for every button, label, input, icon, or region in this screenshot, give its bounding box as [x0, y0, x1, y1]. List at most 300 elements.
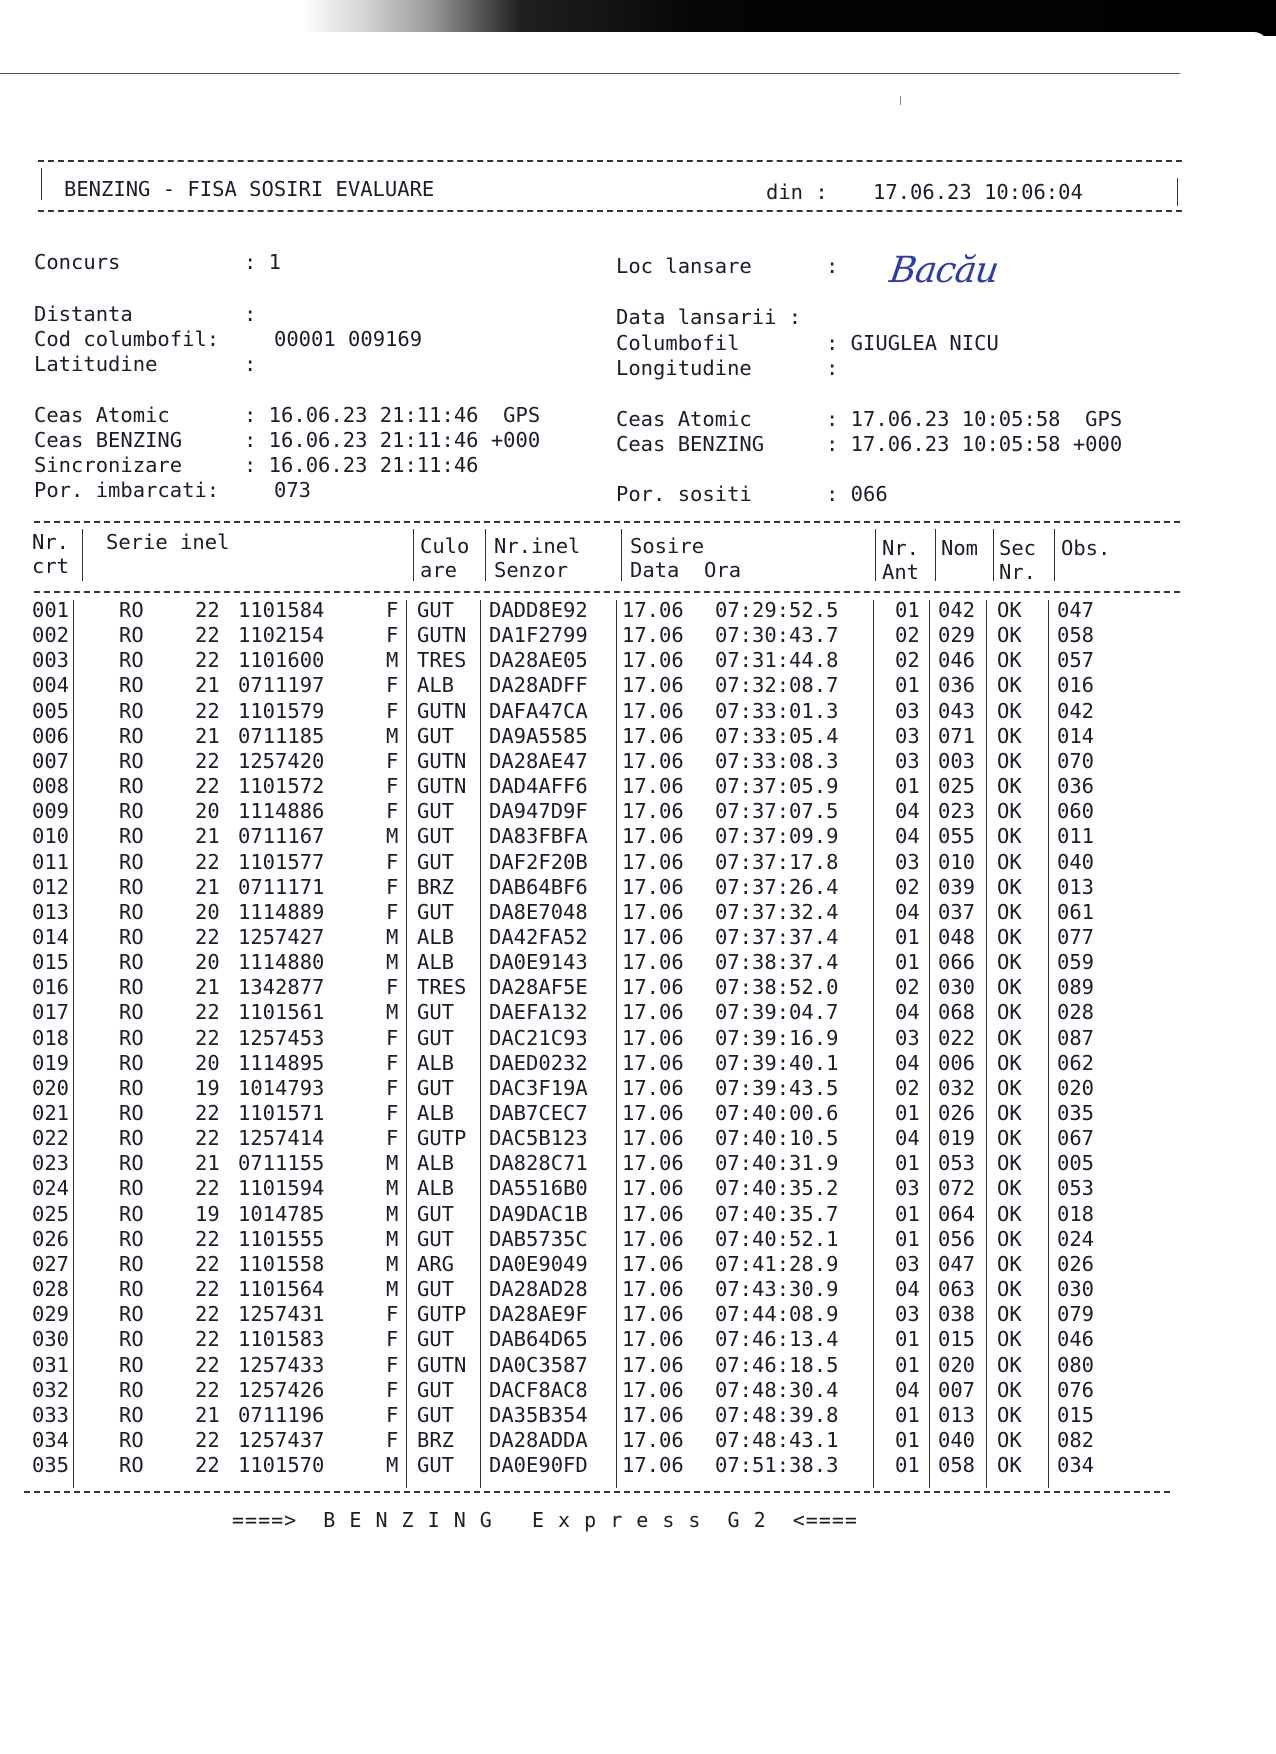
cell-sex: M — [386, 723, 399, 748]
cell-data: 17.06 — [622, 1352, 684, 1377]
cell-sex: M — [386, 1226, 399, 1251]
cell-sex: F — [386, 1427, 399, 1452]
cell-ring: 0711167 — [238, 824, 325, 849]
cell-nom: 019 — [938, 1126, 976, 1151]
cell-nr: 003 — [32, 648, 70, 673]
cell-nr: 020 — [32, 1075, 70, 1100]
cell-data: 17.06 — [622, 1302, 684, 1327]
cell-nom: 047 — [938, 1251, 976, 1276]
cell-nom: 037 — [938, 899, 976, 924]
cell-ant: 03 — [895, 849, 920, 874]
cell-sec: OK — [997, 598, 1022, 622]
cod-value: 00001 009169 — [274, 327, 423, 351]
cell-sex: M — [386, 824, 399, 849]
cell-senzor: DAD4AFF6 — [489, 774, 588, 799]
cell-obs: 046 — [1057, 1327, 1095, 1352]
cell-senzor: DA0E9143 — [489, 950, 588, 975]
cell-sec: OK — [997, 824, 1022, 849]
cell-sex: M — [386, 1176, 399, 1201]
cell-country: RO — [119, 1277, 144, 1302]
cell-ring: 1101561 — [238, 1000, 325, 1025]
cell-sec: OK — [997, 1050, 1022, 1075]
table-row — [0, 1176, 1276, 1201]
por-imbarcati-label: Por. imbarcati: — [34, 478, 220, 502]
cell-ring: 1257427 — [238, 924, 325, 949]
cell-nr: 010 — [32, 824, 70, 849]
cell-nr: 022 — [32, 1126, 70, 1151]
cell-ant: 03 — [895, 698, 920, 723]
cell-sex: F — [386, 1352, 399, 1377]
cell-nom: 038 — [938, 1302, 976, 1327]
cell-year: 22 — [195, 1176, 220, 1201]
cell-ora: 07:39:43.5 — [715, 1075, 839, 1100]
cell-obs: 020 — [1057, 1075, 1095, 1100]
cell-ora: 07:37:37.4 — [715, 924, 839, 949]
table-row — [0, 1151, 1276, 1176]
cell-nom: 072 — [938, 1176, 976, 1201]
cell-nr: 025 — [32, 1201, 70, 1226]
cell-ora: 07:43:30.9 — [715, 1277, 839, 1302]
col-senzor-header-1: Nr.inel — [494, 534, 581, 558]
cell-data: 17.06 — [622, 1050, 684, 1075]
cell-nr: 014 — [32, 924, 70, 949]
cell-ring: 1102154 — [238, 623, 325, 648]
cell-senzor: DAFA47CA — [489, 698, 588, 723]
cell-senzor: DA5516B0 — [489, 1176, 588, 1201]
table-row — [0, 1378, 1276, 1403]
cell-culoare: ALB — [417, 1151, 455, 1176]
cell-ora: 07:51:38.3 — [715, 1453, 839, 1478]
cell-year: 22 — [195, 623, 220, 648]
cell-sec: OK — [997, 1277, 1022, 1302]
cell-culoare: TRES — [417, 648, 467, 673]
col-sec-header-2: Nr. — [999, 560, 1037, 584]
col-serie-header: Serie inel — [106, 530, 230, 554]
cell-nr: 012 — [32, 874, 70, 899]
cell-ring: 1257437 — [238, 1427, 325, 1452]
cell-culoare: GUTP — [417, 1302, 467, 1327]
cell-obs: 077 — [1057, 924, 1095, 949]
cell-senzor: DA9DAC1B — [489, 1201, 588, 1226]
cell-nr: 016 — [32, 975, 70, 1000]
cod-label: Cod columbofil: — [34, 327, 220, 351]
table-row — [0, 774, 1276, 799]
cell-year: 22 — [195, 598, 220, 622]
table-row — [0, 1051, 1276, 1076]
cell-sec: OK — [997, 899, 1022, 924]
cell-sex: F — [386, 1327, 399, 1352]
cell-data: 17.06 — [622, 924, 684, 949]
cell-ring: 1101579 — [238, 698, 325, 723]
cell-country: RO — [119, 899, 144, 924]
cell-year: 20 — [195, 1050, 220, 1075]
por-imbarcati-value: 073 — [274, 478, 312, 502]
cell-obs: 030 — [1057, 1277, 1095, 1302]
cell-ant: 01 — [895, 1226, 920, 1251]
cell-year: 22 — [195, 1327, 220, 1352]
cell-ant: 01 — [895, 598, 920, 622]
cell-data: 17.06 — [622, 774, 684, 799]
cell-sex: F — [386, 874, 399, 899]
cell-obs: 067 — [1057, 1126, 1095, 1151]
cell-culoare: GUT — [417, 1201, 455, 1226]
cell-ant: 01 — [895, 1101, 920, 1125]
col-crt-header: crt — [32, 554, 70, 578]
por-sositi-label: Por. sositi — [616, 482, 752, 506]
cell-ring: 1101564 — [238, 1277, 325, 1302]
cell-sec: OK — [997, 1453, 1022, 1478]
cell-data: 17.06 — [622, 1226, 684, 1251]
cell-sec: OK — [997, 1226, 1022, 1251]
cell-sex: F — [386, 899, 399, 924]
table-row — [0, 850, 1276, 875]
cell-senzor: DAC21C93 — [489, 1025, 588, 1050]
cell-culoare: GUT — [417, 598, 455, 622]
cell-sec: OK — [997, 1075, 1022, 1100]
cell-ora: 07:39:16.9 — [715, 1025, 839, 1050]
cell-year: 22 — [195, 1377, 220, 1402]
cell-ant: 01 — [895, 924, 920, 949]
cell-nr: 031 — [32, 1352, 70, 1377]
cell-obs: 035 — [1057, 1101, 1095, 1125]
cell-culoare: GUT — [417, 1327, 455, 1352]
cell-culoare: GUTN — [417, 1352, 467, 1377]
table-row — [0, 875, 1276, 900]
cell-ant: 01 — [895, 1427, 920, 1452]
cell-nr: 026 — [32, 1226, 70, 1251]
cell-sex: F — [386, 698, 399, 723]
cell-nom: 071 — [938, 723, 976, 748]
cell-senzor: DACF8AC8 — [489, 1377, 588, 1402]
cell-year: 22 — [195, 1101, 220, 1125]
cell-ring: 1101600 — [238, 648, 325, 673]
cell-country: RO — [119, 1176, 144, 1201]
cell-ant: 03 — [895, 1176, 920, 1201]
cell-obs: 026 — [1057, 1251, 1095, 1276]
cell-country: RO — [119, 799, 144, 824]
cell-ant: 04 — [895, 1277, 920, 1302]
cell-nr: 035 — [32, 1453, 70, 1478]
cell-obs: 076 — [1057, 1377, 1095, 1402]
cell-senzor: DA28AF5E — [489, 975, 588, 1000]
cell-culoare: ALB — [417, 950, 455, 975]
cell-data: 17.06 — [622, 1201, 684, 1226]
table-row — [0, 1076, 1276, 1101]
cell-ring: 1114880 — [238, 950, 325, 975]
ceas-atomic-end-label: Ceas Atomic — [616, 407, 752, 431]
cell-ora: 07:44:08.9 — [715, 1302, 839, 1327]
cell-year: 19 — [195, 1075, 220, 1100]
table-row — [0, 1453, 1276, 1478]
cell-obs: 042 — [1057, 698, 1095, 723]
cell-ora: 07:37:26.4 — [715, 874, 839, 899]
cell-nom: 046 — [938, 648, 976, 673]
cell-sec: OK — [997, 1352, 1022, 1377]
cell-nom: 025 — [938, 774, 976, 799]
cell-culoare: ALB — [417, 1101, 455, 1125]
cell-nom: 053 — [938, 1151, 976, 1176]
cell-ring: 1101577 — [238, 849, 325, 874]
cell-ant: 02 — [895, 874, 920, 899]
distanta-value: : — [244, 302, 257, 326]
por-sositi-value: : 066 — [826, 482, 888, 506]
sincronizare-label: Sincronizare — [34, 453, 183, 477]
concurs-value: : 1 — [244, 250, 282, 274]
col-senzor-header-2: Senzor — [494, 558, 569, 582]
cell-ora: 07:37:07.5 — [715, 799, 839, 824]
cell-nr: 019 — [32, 1050, 70, 1075]
sincronizare-value: : 16.06.23 21:11:46 — [244, 453, 479, 477]
cell-year: 22 — [195, 1251, 220, 1276]
distanta-label: Distanta — [34, 302, 133, 326]
col-sep — [485, 529, 486, 581]
cell-ora: 07:40:35.2 — [715, 1176, 839, 1201]
table-row — [0, 925, 1276, 950]
cell-sex: F — [386, 1126, 399, 1151]
cell-ora: 07:39:04.7 — [715, 1000, 839, 1025]
cell-year: 21 — [195, 723, 220, 748]
cell-nom: 029 — [938, 623, 976, 648]
ceas-atomic-end-value: : 17.06.23 10:05:58 GPS — [826, 407, 1123, 431]
cell-obs: 013 — [1057, 874, 1095, 899]
cell-ant: 04 — [895, 1126, 920, 1151]
cell-ring: 1014785 — [238, 1201, 325, 1226]
cell-sex: F — [386, 774, 399, 799]
cell-country: RO — [119, 1427, 144, 1452]
cell-nr: 009 — [32, 799, 70, 824]
cell-ring: 1101583 — [238, 1327, 325, 1352]
col-ant-header-2: Ant — [882, 560, 920, 584]
cell-sec: OK — [997, 1427, 1022, 1452]
cell-senzor: DA28AD28 — [489, 1277, 588, 1302]
cell-sex: M — [386, 1277, 399, 1302]
cell-ant: 04 — [895, 1000, 920, 1025]
cell-data: 17.06 — [622, 1327, 684, 1352]
cell-obs: 005 — [1057, 1151, 1095, 1176]
cell-ant: 03 — [895, 723, 920, 748]
cell-obs: 015 — [1057, 1402, 1095, 1427]
cell-year: 22 — [195, 1226, 220, 1251]
cell-nom: 066 — [938, 950, 976, 975]
cell-obs: 040 — [1057, 849, 1095, 874]
latitudine-value: : — [244, 352, 257, 376]
cell-ant: 04 — [895, 1050, 920, 1075]
cell-culoare: TRES — [417, 975, 467, 1000]
columbofil-value: : GIUGLEA NICU — [826, 331, 999, 355]
cell-nom: 007 — [938, 1377, 976, 1402]
cell-ora: 07:30:43.7 — [715, 623, 839, 648]
col-sep — [1054, 529, 1055, 581]
cell-data: 17.06 — [622, 874, 684, 899]
table-row — [0, 799, 1276, 824]
table-row — [0, 699, 1276, 724]
cell-senzor: DA947D9F — [489, 799, 588, 824]
table-row — [0, 648, 1276, 673]
loc-lansare-sep: : — [826, 254, 839, 278]
cell-nom: 006 — [938, 1050, 976, 1075]
cell-nr: 004 — [32, 673, 70, 698]
cell-country: RO — [119, 1352, 144, 1377]
cell-year: 22 — [195, 849, 220, 874]
table-bottom-rule — [24, 1491, 1170, 1493]
cell-senzor: DA0E90FD — [489, 1453, 588, 1478]
cell-sec: OK — [997, 748, 1022, 773]
cell-ring: 1101594 — [238, 1176, 325, 1201]
cell-country: RO — [119, 849, 144, 874]
cell-nr: 011 — [32, 849, 70, 874]
cell-senzor: DAB7CEC7 — [489, 1101, 588, 1125]
cell-culoare: GUT — [417, 849, 455, 874]
cell-sec: OK — [997, 1302, 1022, 1327]
header-box-right — [1177, 178, 1178, 206]
cell-culoare: BRZ — [417, 874, 455, 899]
cell-culoare: GUT — [417, 824, 455, 849]
cell-ora: 07:40:31.9 — [715, 1151, 839, 1176]
cell-ant: 01 — [895, 774, 920, 799]
cell-ant: 03 — [895, 1025, 920, 1050]
cell-culoare: GUT — [417, 899, 455, 924]
cell-sec: OK — [997, 723, 1022, 748]
cell-data: 17.06 — [622, 824, 684, 849]
cell-culoare: GUTN — [417, 774, 467, 799]
cell-ora: 07:37:05.9 — [715, 774, 839, 799]
cell-ring: 0711197 — [238, 673, 325, 698]
cell-ora: 07:40:52.1 — [715, 1226, 839, 1251]
cell-nom: 010 — [938, 849, 976, 874]
cell-sex: F — [386, 975, 399, 1000]
cell-senzor: DA9A5585 — [489, 723, 588, 748]
cell-senzor: DAF2F20B — [489, 849, 588, 874]
cell-data: 17.06 — [622, 849, 684, 874]
col-nr-header: Nr. — [32, 530, 70, 554]
cell-sex: F — [386, 1377, 399, 1402]
cell-data: 17.06 — [622, 1453, 684, 1478]
cell-ora: 07:37:32.4 — [715, 899, 839, 924]
cell-sec: OK — [997, 1151, 1022, 1176]
cell-nr: 013 — [32, 899, 70, 924]
cell-nom: 022 — [938, 1025, 976, 1050]
cell-culoare: GUT — [417, 1453, 455, 1478]
cell-obs: 080 — [1057, 1352, 1095, 1377]
table-row — [0, 1252, 1276, 1277]
table-row — [0, 623, 1276, 648]
cell-nr: 006 — [32, 723, 70, 748]
cell-sex: M — [386, 1151, 399, 1176]
cell-culoare: ALB — [417, 1050, 455, 1075]
date-label: din : — [766, 180, 828, 204]
cell-sec: OK — [997, 950, 1022, 975]
cell-ant: 03 — [895, 748, 920, 773]
cell-ring: 1257426 — [238, 1377, 325, 1402]
cell-data: 17.06 — [622, 1251, 684, 1276]
cell-ring: 1101555 — [238, 1226, 325, 1251]
cell-country: RO — [119, 1000, 144, 1025]
cell-nom: 043 — [938, 698, 976, 723]
cell-data: 17.06 — [622, 1377, 684, 1402]
cell-country: RO — [119, 975, 144, 1000]
cell-sex: F — [386, 623, 399, 648]
cell-ora: 07:48:39.8 — [715, 1402, 839, 1427]
cell-country: RO — [119, 1101, 144, 1125]
cell-nr: 023 — [32, 1151, 70, 1176]
cell-country: RO — [119, 1377, 144, 1402]
cell-culoare: BRZ — [417, 1427, 455, 1452]
cell-sex: F — [386, 1302, 399, 1327]
cell-senzor: DA28ADFF — [489, 673, 588, 698]
cell-nr: 021 — [32, 1101, 70, 1125]
cell-ant: 03 — [895, 1302, 920, 1327]
cell-country: RO — [119, 774, 144, 799]
cell-senzor: DAB64D65 — [489, 1327, 588, 1352]
cell-senzor: DADD8E92 — [489, 598, 588, 622]
cell-nom: 013 — [938, 1402, 976, 1427]
cell-data: 17.06 — [622, 698, 684, 723]
cell-obs: 059 — [1057, 950, 1095, 975]
cell-sec: OK — [997, 698, 1022, 723]
cell-country: RO — [119, 1201, 144, 1226]
cell-year: 22 — [195, 1277, 220, 1302]
cell-sex: F — [386, 1101, 399, 1125]
cell-ring: 0711185 — [238, 723, 325, 748]
cell-country: RO — [119, 1251, 144, 1276]
ceas-benzing-start-value: : 16.06.23 21:11:46 +000 — [244, 428, 541, 452]
cell-senzor: DAC5B123 — [489, 1126, 588, 1151]
cell-nr: 034 — [32, 1427, 70, 1452]
cell-country: RO — [119, 824, 144, 849]
cell-country: RO — [119, 874, 144, 899]
cell-culoare: GUT — [417, 723, 455, 748]
col-sep — [935, 529, 936, 581]
table-row — [0, 1277, 1276, 1302]
longitudine-label: Longitudine — [616, 356, 752, 380]
cell-year: 22 — [195, 924, 220, 949]
cell-ant: 01 — [895, 1201, 920, 1226]
cell-obs: 024 — [1057, 1226, 1095, 1251]
cell-data: 17.06 — [622, 723, 684, 748]
cell-senzor: DAED0232 — [489, 1050, 588, 1075]
cell-culoare: ALB — [417, 1176, 455, 1201]
cell-senzor: DA0C3587 — [489, 1352, 588, 1377]
cell-data: 17.06 — [622, 598, 684, 622]
cell-nr: 007 — [32, 748, 70, 773]
table-row — [0, 950, 1276, 975]
header-box-left — [41, 168, 42, 200]
cell-obs: 057 — [1057, 648, 1095, 673]
cell-nom: 068 — [938, 1000, 976, 1025]
cell-country: RO — [119, 1327, 144, 1352]
cell-ant: 01 — [895, 673, 920, 698]
cell-ora: 07:32:08.7 — [715, 673, 839, 698]
cell-culoare: GUT — [417, 1025, 455, 1050]
cell-sec: OK — [997, 874, 1022, 899]
cell-obs: 060 — [1057, 799, 1095, 824]
cell-senzor: DAB5735C — [489, 1226, 588, 1251]
cell-senzor: DAEFA132 — [489, 1000, 588, 1025]
cell-obs: 058 — [1057, 623, 1095, 648]
cell-ring: 1114889 — [238, 899, 325, 924]
footer-banner: ====> B E N Z I N G E x p r e s s G 2 <==== — [232, 1508, 858, 1532]
cell-sec: OK — [997, 1402, 1022, 1427]
cell-obs: 016 — [1057, 673, 1095, 698]
cell-nr: 033 — [32, 1402, 70, 1427]
cell-sec: OK — [997, 1101, 1022, 1125]
cell-senzor: DA35B354 — [489, 1402, 588, 1427]
cell-sec: OK — [997, 1201, 1022, 1226]
cell-country: RO — [119, 673, 144, 698]
cell-obs: 082 — [1057, 1427, 1095, 1452]
cell-year: 20 — [195, 950, 220, 975]
cell-sex: F — [386, 799, 399, 824]
